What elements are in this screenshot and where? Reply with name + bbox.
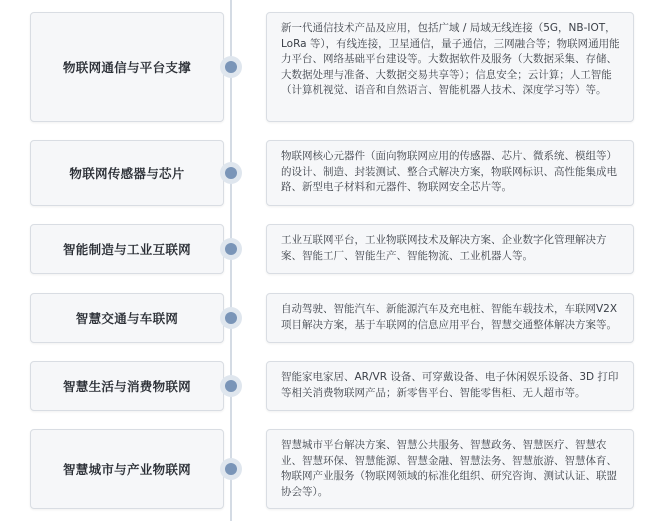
timeline-node xyxy=(220,162,242,184)
description-card xyxy=(266,224,634,274)
category-card xyxy=(30,429,224,509)
category-label: 智能制造与工业互联网 xyxy=(62,242,191,257)
category-label: 智慧生活与消费物联网 xyxy=(62,379,191,394)
category-card xyxy=(30,140,224,206)
description-text: 工业互联网平台，工业物联网技术及解决方案、企业数字化管理解决方案、智能工厂、智能生产、智能物流、工业机器人等。 xyxy=(281,234,607,262)
category-card xyxy=(30,361,224,411)
description-text: 自动驾驶、智能汽车、新能源汽车及充电桩、智能车载技术，车联网V2X项目解决方案，基于车联网的信息应用平台，智慧交通整体解决方案等。 xyxy=(281,303,618,331)
category-label: 智慧交通与车联网 xyxy=(75,311,179,326)
category-card xyxy=(30,293,224,343)
description-text: 智能家电家居、AR/VR 设备、可穿戴设备、电子休闲娱乐设备、3D 打印等相关消费物联网产品；新零售平台、智能零售柜、无人超市等。 xyxy=(281,371,619,399)
timeline-node xyxy=(220,307,242,329)
category-label: 智慧城市与产业物联网 xyxy=(62,462,191,477)
description-text: 新一代通信技术产品及应用，包括广域 / 局域无线连接（5G，NB-IOT，LoRa 等），有线连接，卫星通信，量子通信，三网融合等；物联网通用能力平台、网络基础平台建设等。大数据软件及服务（大数据采集、存储、大数据处理与准备、大数据交易共享等）；信息安全；云计算；人工智能（计算机视觉、语音和自然语言、智能机器人技术、深度学习等）等。 xyxy=(281,22,620,96)
description-card xyxy=(266,429,634,509)
description-card xyxy=(266,293,634,343)
timeline-node xyxy=(220,56,242,78)
description-card xyxy=(266,12,634,122)
timeline-node xyxy=(220,238,242,260)
timeline-node xyxy=(220,458,242,480)
timeline-node xyxy=(220,375,242,397)
category-card xyxy=(30,224,224,274)
category-label: 物联网传感器与芯片 xyxy=(69,166,185,181)
description-card xyxy=(266,140,634,206)
description-text: 物联网核心元器件（面向物联网应用的传感器、芯片、微系统、模组等）的设计、制造、封装测试、整合式解决方案，物联网标识、高性能集成电路、新型电子材料和元器件、物联网安全芯片等。 xyxy=(281,150,617,193)
category-card xyxy=(30,12,224,122)
category-label: 物联网通信与平台支撑 xyxy=(62,60,191,75)
description-text: 智慧城市平台解决方案、智慧公共服务、智慧政务、智慧医疗、智慧农业、智慧环保、智慧能源、智慧金融、智慧法务、智慧旅游、智慧体育、物联网产业服务（物联网领域的标准化组织、研究咨询、测试认证、联盟协会等）。 xyxy=(281,439,617,498)
timeline-line xyxy=(230,0,232,521)
description-card xyxy=(266,361,634,411)
